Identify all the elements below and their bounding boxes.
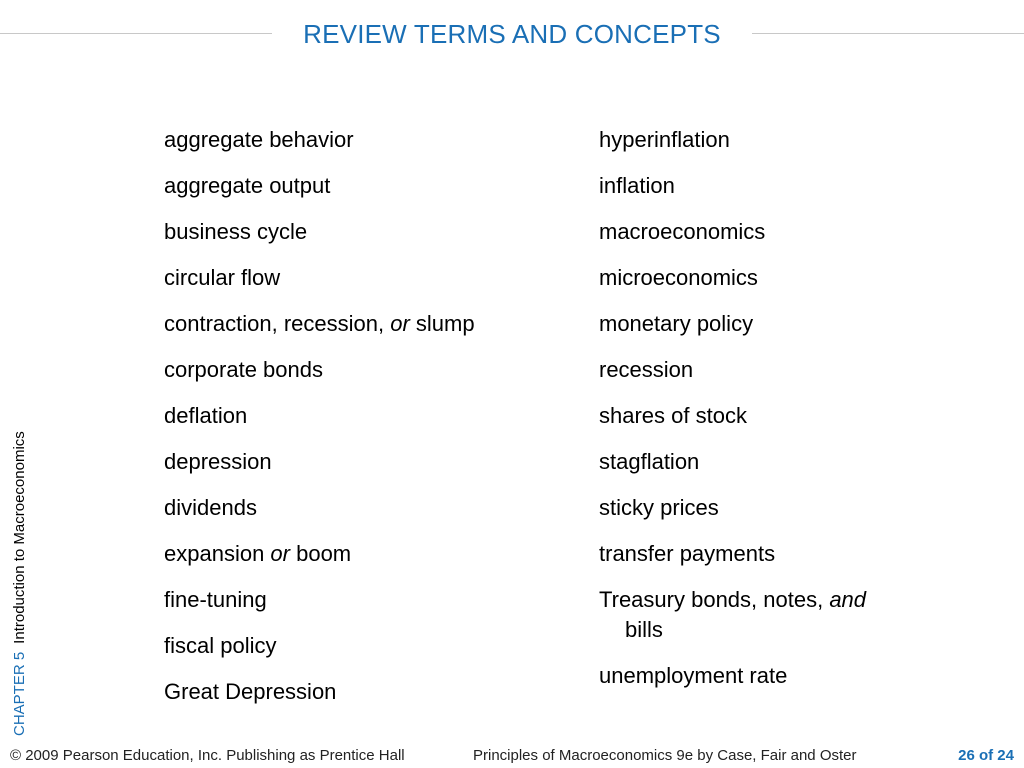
terms-column-left [164,125,564,723]
chapter-number: CHAPTER 5 [11,651,28,736]
slide-title: REVIEW TERMS AND CONCEPTS [303,19,721,49]
page-number: 26 of 24 [958,747,1014,764]
term-item: aggregate output [164,173,331,198]
term-item: hyperinflation [599,127,730,152]
footer [10,745,1014,767]
term-item [599,585,929,645]
term-connector: or [390,311,410,336]
term-text: Treasury bonds, notes, [599,587,830,612]
title-bar [0,14,1024,54]
term-item: shares of stock [599,403,747,428]
chapter-title: Introduction to Macroeconomics [11,431,28,644]
term-item [164,309,564,339]
term-text: contraction, recession, [164,311,391,336]
term-item: corporate bonds [164,357,323,382]
footer-book-title: Principles of Macroeconomics 9e by Case, Fair and Oster [473,747,857,764]
title-rule-right [752,33,1024,34]
term-text: expansion [164,541,271,566]
title-rule-left [0,33,272,34]
term-item: depression [164,449,272,474]
term-item: circular flow [164,265,281,290]
term-item: microeconomics [599,265,758,290]
term-item: stagflation [599,449,700,474]
term-item: aggregate behavior [164,127,354,152]
term-connector: or [270,541,290,566]
term-item: sticky prices [599,495,719,520]
term-item: monetary policy [599,311,754,336]
term-item [164,539,564,569]
term-item: Great Depression [164,679,337,704]
term-item: dividends [164,495,257,520]
term-text: slump [409,311,475,336]
footer-copyright: © 2009 Pearson Education, Inc. Publishing as Prentice Hall [10,747,405,764]
term-item: inflation [599,173,675,198]
term-item: deflation [164,403,248,428]
chapter-side-label [10,431,30,736]
term-item: fine-tuning [164,587,267,612]
term-item: recession [599,357,694,382]
term-continuation: bills [625,617,663,642]
term-item: macroeconomics [599,219,766,244]
term-item: transfer payments [599,541,776,566]
term-text: boom [289,541,352,566]
term-item: fiscal policy [164,633,277,658]
term-item: business cycle [164,219,308,244]
term-item: unemployment rate [599,663,788,688]
term-connector: and [829,587,867,612]
terms-column-right [599,125,929,707]
